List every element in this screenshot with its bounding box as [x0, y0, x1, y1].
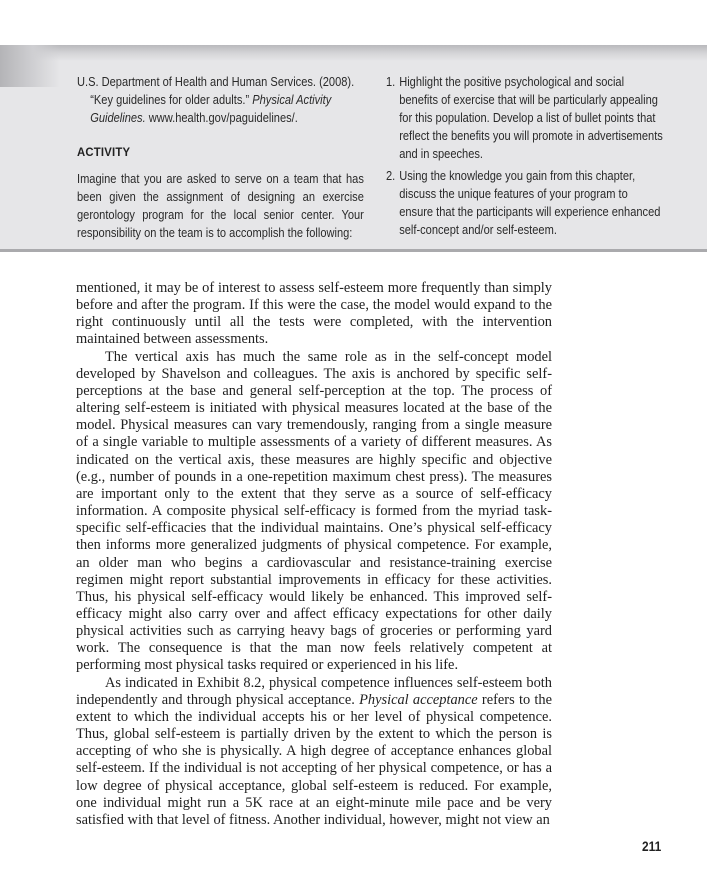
reference-author-year: U.S. Department of Health and Human Services. (2008).: [77, 75, 355, 89]
body-paragraph: The vertical axis has much the same role as in the self-concept model developed by Shavelson and colleagues. The axis is anchored by specific self-perceptions at the base and general self-perception at the top. The process of altering self-esteem is initiated with physical measures located at the base of the model. Physical measures can vary tremendously, ranging from a single measure of a single variable to multiple assessments of a variety of different measures. As indicated on the vertical axis, these measures are highly specific and objective (e.g., number of pounds in a one-repetition maximum chest press). The measures are important only to the extent that they serve as a source of self-efficacy information. A composite physical self-efficacy is formed from the myriad task-specific self-efficacies that the individual maintains. One’s physical self-efficacy then informs more generalized judgments of physical competence. For example, an older man who begins a cardiovascular and resistance-training exercise regimen might report substantial improvements in efficacy for these activities. Thus, his physical self-efficacy would likely be enhanced. This improved self-efficacy might also carry over and affect efficacy expectations for other daily physical activities such as carrying heavy bags of groceries or performing yard work. The consequence is that the man now feels relatively competent at performing most physical tasks required or experienced in his life.: [76, 348, 552, 674]
sidebar-left-column: [77, 73, 364, 242]
task-text: Highlight the positive psychological and social benefits of exercise that will be particularly appealing for this population. Develop a list of bullet points that reflect the benefits you will promote in advertisements and in speeches.: [399, 75, 663, 161]
task-item: [386, 73, 663, 163]
activity-heading: ACTIVITY: [77, 147, 131, 159]
task-item: [386, 167, 663, 239]
paragraph-text: refers to the extent to which the individual accepts his or her level of physical competence. Thus, global self-esteem is partially driven by the extent to which the person is accepting of who she is physically. A high degree of acceptance enhances global self-esteem. If the individual is not accepting of her physical competence, or has a low degree of physical acceptance, global self-esteem is reduced. For example, one individual might run a 5K race at an eight-minute mile pace and be very satisfied with that level of fitness. Another individual, however, might not view an: [76, 691, 552, 828]
body-paragraph: [76, 675, 552, 829]
reference-source: Physical Activity: [252, 93, 332, 107]
reference-source-cont: Guidelines.: [90, 111, 146, 125]
reference-title: “Key guidelines for older adults.”: [90, 93, 250, 107]
activity-task-list: [386, 73, 663, 239]
activity-description: Imagine that you are asked to serve on a team that has been given the assignment of designing an exercise gerontology program for the local senior center. Your responsibility on the team is to accomplish the following:: [77, 172, 364, 240]
task-number: 2.: [386, 169, 396, 183]
main-body-text: [76, 280, 552, 829]
task-text: Using the knowledge you gain from this chapter, discuss the unique features of your program to ensure that the participants will experience enhanced self-concept and/or self-esteem.: [399, 169, 661, 237]
paragraph-text: As indicated in Exhibit 8.2, physical competence influences self-esteem both independently and through physical acceptance.: [76, 674, 552, 708]
page-number: 211: [642, 838, 662, 854]
body-paragraph: mentioned, it may be of interest to assess self-esteem more frequently than simply before and after the program. If this were the case, the model would expand to the right continuously until all the tests were completed, with the intervention maintained between assessments.: [76, 280, 552, 348]
reference-url: www.health.gov/paguidelines/.: [148, 111, 298, 125]
defined-term: Physical acceptance: [359, 691, 478, 708]
reference-entry: [77, 73, 364, 127]
sidebar-right-column: [386, 73, 663, 243]
task-number: 1.: [386, 75, 396, 89]
